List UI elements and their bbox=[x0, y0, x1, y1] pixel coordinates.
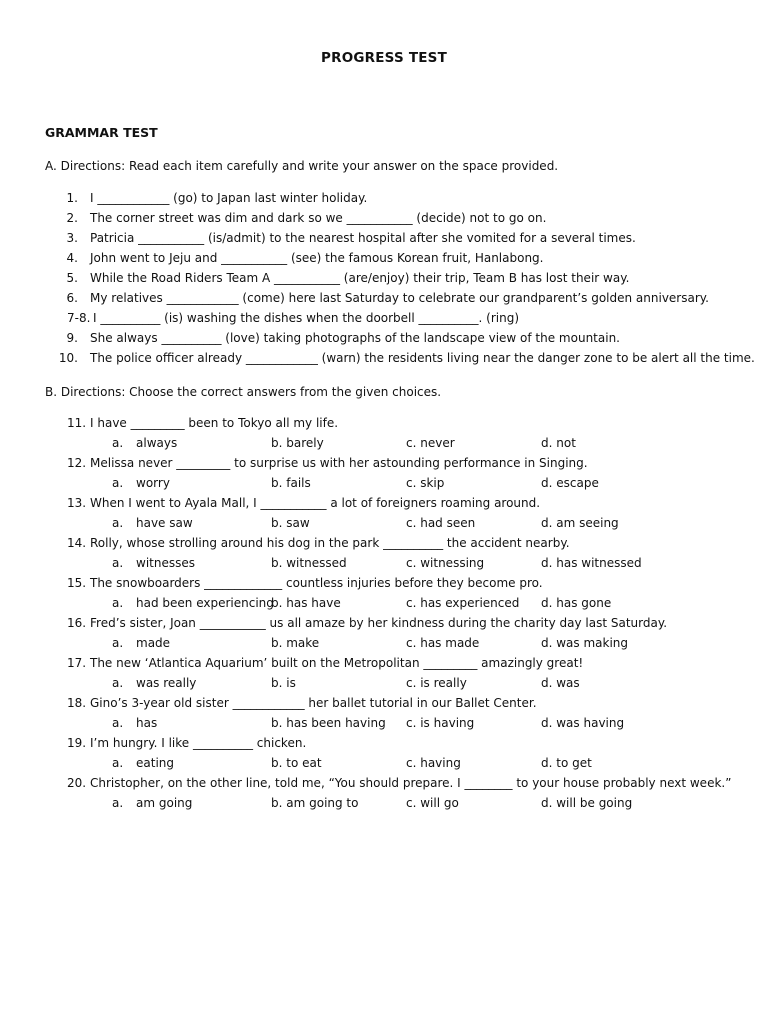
page-title: PROGRESS TEST bbox=[321, 50, 447, 66]
choice-a bbox=[112, 716, 157, 730]
item-number: 3. bbox=[66, 231, 78, 245]
question-number: 18. bbox=[67, 696, 87, 710]
choice-b: b. has have bbox=[271, 596, 341, 610]
question-number: 11. bbox=[67, 416, 87, 430]
fill-in-item bbox=[0, 271, 768, 291]
item-text: The police officer already ____________ (warn) the residents living near the danger zone to be alert all the time. bbox=[90, 351, 755, 365]
question-item bbox=[0, 456, 768, 476]
choice-c: c. witnessing bbox=[406, 556, 485, 570]
choice-c: c. had seen bbox=[406, 516, 476, 530]
question-text: The snowboarders _____________ countless injuries before they become pro. bbox=[90, 576, 543, 590]
part-a-directions: A. Directions: Read each item carefully and write your answer on the space provided. bbox=[45, 159, 559, 173]
item-number: 2. bbox=[66, 211, 78, 225]
question-item bbox=[0, 536, 768, 556]
question-item bbox=[0, 776, 768, 796]
choice-a-letter: a. bbox=[112, 756, 124, 770]
choices-row bbox=[0, 556, 768, 576]
choice-d: d. was having bbox=[541, 716, 625, 730]
choice-a-text: am going bbox=[136, 796, 193, 810]
question-text: Gino’s 3-year old sister ____________ her ballet tutorial in our Ballet Center. bbox=[90, 696, 537, 710]
choice-d: d. was bbox=[541, 676, 580, 690]
item-number: 9. bbox=[66, 331, 78, 345]
choice-a bbox=[112, 636, 170, 650]
item-text: I __________ (is) washing the dishes when the doorbell __________. (ring) bbox=[93, 311, 520, 325]
choice-a-letter: a. bbox=[112, 676, 124, 690]
choices-row bbox=[0, 476, 768, 496]
item-number: 5. bbox=[66, 271, 78, 285]
item-text: While the Road Riders Team A ___________ (are/enjoy) their trip, Team B has lost their way. bbox=[90, 271, 630, 285]
choice-a-text: has bbox=[136, 716, 158, 730]
choice-c: c. having bbox=[406, 756, 461, 770]
choice-d: d. has witnessed bbox=[541, 556, 642, 570]
choice-a bbox=[112, 476, 170, 490]
question-item bbox=[0, 736, 768, 756]
question-number: 17. bbox=[67, 656, 87, 670]
choice-c: c. has made bbox=[406, 636, 480, 650]
question-text: When I went to Ayala Mall, I ___________ a lot of foreigners roaming around. bbox=[90, 496, 541, 510]
fill-in-item bbox=[0, 191, 768, 211]
question-number: 12. bbox=[67, 456, 87, 470]
choice-c: c. is having bbox=[406, 716, 475, 730]
choice-b: b. saw bbox=[271, 516, 310, 530]
choice-a-text: worry bbox=[136, 476, 170, 490]
part-b-list bbox=[0, 416, 768, 816]
question-item bbox=[0, 576, 768, 596]
choices-row bbox=[0, 436, 768, 456]
item-number: 6. bbox=[66, 291, 78, 305]
choice-a bbox=[112, 556, 195, 570]
choice-b: b. to eat bbox=[271, 756, 322, 770]
choice-a-letter: a. bbox=[112, 516, 124, 530]
choices-row bbox=[0, 636, 768, 656]
question-number: 13. bbox=[67, 496, 87, 510]
choice-b: b. barely bbox=[271, 436, 324, 450]
choice-a bbox=[112, 756, 174, 770]
fill-in-item bbox=[0, 251, 768, 271]
choices-row bbox=[0, 716, 768, 736]
choice-a-text: eating bbox=[136, 756, 174, 770]
choice-a-letter: a. bbox=[112, 636, 124, 650]
item-number: 4. bbox=[66, 251, 78, 265]
question-text: Rolly, whose strolling around his dog in the park __________ the accident nearby. bbox=[90, 536, 570, 550]
question-item bbox=[0, 616, 768, 636]
question-text: Melissa never _________ to surprise us with her astounding performance in Singing. bbox=[90, 456, 588, 470]
choices-row bbox=[0, 596, 768, 616]
choice-b: b. has been having bbox=[271, 716, 386, 730]
question-number: 16. bbox=[67, 616, 87, 630]
choice-a-text: made bbox=[136, 636, 171, 650]
question-item bbox=[0, 416, 768, 436]
item-number: 7-8. bbox=[67, 311, 91, 325]
choice-b: b. fails bbox=[271, 476, 311, 490]
question-text: Christopher, on the other line, told me, “You should prepare. I ________ to your house probably next week.” bbox=[90, 776, 732, 790]
choice-a-letter: a. bbox=[112, 596, 124, 610]
choice-d: d. not bbox=[541, 436, 576, 450]
choice-a-letter: a. bbox=[112, 796, 124, 810]
fill-in-item bbox=[0, 351, 768, 371]
item-text: The corner street was dim and dark so we ___________ (decide) not to go on. bbox=[90, 211, 547, 225]
question-text: Fred’s sister, Joan ___________ us all amaze by her kindness during the charity day last Saturday. bbox=[90, 616, 668, 630]
choice-d: d. has gone bbox=[541, 596, 612, 610]
choice-b: b. is bbox=[271, 676, 296, 690]
fill-in-item bbox=[0, 331, 768, 351]
choice-c: c. will go bbox=[406, 796, 459, 810]
fill-in-item bbox=[0, 231, 768, 251]
choice-c: c. never bbox=[406, 436, 455, 450]
choice-d: d. escape bbox=[541, 476, 599, 490]
question-item bbox=[0, 496, 768, 516]
choice-b: b. witnessed bbox=[271, 556, 347, 570]
part-b-directions: B. Directions: Choose the correct answers from the given choices. bbox=[45, 385, 442, 399]
choice-a-text: have saw bbox=[136, 516, 193, 530]
item-text: Patricia ___________ (is/admit) to the nearest hospital after she vomited for a several times. bbox=[90, 231, 636, 245]
choice-a bbox=[112, 796, 192, 810]
question-text: I’m hungry. I like __________ chicken. bbox=[90, 736, 307, 750]
choice-a bbox=[112, 516, 193, 530]
question-number: 14. bbox=[67, 536, 87, 550]
item-number: 1. bbox=[66, 191, 78, 205]
question-text: I have _________ been to Tokyo all my life. bbox=[90, 416, 339, 430]
choice-a-letter: a. bbox=[112, 476, 124, 490]
choice-a-text: witnesses bbox=[136, 556, 195, 570]
choice-d: d. to get bbox=[541, 756, 592, 770]
item-text: John went to Jeju and ___________ (see) the famous Korean fruit, Hanlabong. bbox=[90, 251, 544, 265]
question-number: 19. bbox=[67, 736, 87, 750]
choice-c: c. is really bbox=[406, 676, 467, 690]
question-text: The new ‘Atlantica Aquarium’ built on the Metropolitan _________ amazingly great! bbox=[90, 656, 584, 670]
item-text: My relatives ____________ (come) here last Saturday to celebrate our grandparent’s golden anniversary. bbox=[90, 291, 709, 305]
choices-row bbox=[0, 756, 768, 776]
item-number: 10. bbox=[58, 351, 78, 365]
question-item bbox=[0, 696, 768, 716]
fill-in-item bbox=[0, 211, 768, 231]
choice-a bbox=[112, 436, 177, 450]
fill-in-item bbox=[0, 311, 768, 331]
choice-b: b. am going to bbox=[271, 796, 359, 810]
choice-b: b. make bbox=[271, 636, 320, 650]
item-text: I ____________ (go) to Japan last winter holiday. bbox=[90, 191, 368, 205]
choice-d: d. was making bbox=[541, 636, 629, 650]
choices-row bbox=[0, 676, 768, 696]
fill-in-item bbox=[0, 291, 768, 311]
choice-c: c. has experienced bbox=[406, 596, 520, 610]
choice-d: d. am seeing bbox=[541, 516, 619, 530]
choice-a-letter: a. bbox=[112, 716, 124, 730]
choice-a bbox=[112, 596, 274, 610]
item-text: She always __________ (love) taking photographs of the landscape view of the mountain. bbox=[90, 331, 620, 345]
choice-a-text: always bbox=[136, 436, 178, 450]
question-number: 20. bbox=[67, 776, 87, 790]
choice-d: d. will be going bbox=[541, 796, 633, 810]
section-heading: GRAMMAR TEST bbox=[45, 125, 158, 140]
question-number: 15. bbox=[67, 576, 87, 590]
part-a-list bbox=[0, 191, 768, 371]
choice-a-letter: a. bbox=[112, 556, 124, 570]
choice-a bbox=[112, 676, 196, 690]
choices-row bbox=[0, 516, 768, 536]
choices-row bbox=[0, 796, 768, 816]
choice-a-letter: a. bbox=[112, 436, 124, 450]
choice-a-text: was really bbox=[136, 676, 197, 690]
choice-c: c. skip bbox=[406, 476, 445, 490]
question-item bbox=[0, 656, 768, 676]
choice-a-text: had been experiencing bbox=[136, 596, 274, 610]
